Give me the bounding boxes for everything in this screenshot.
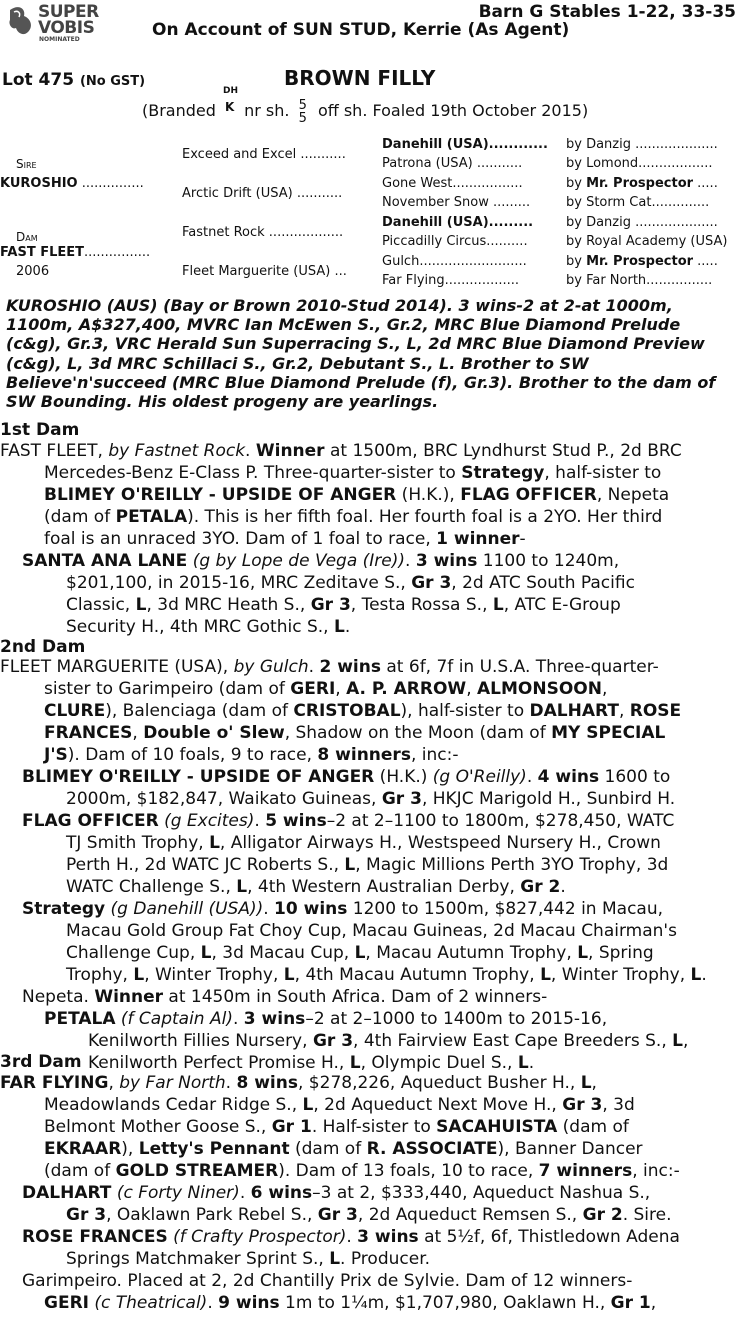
g3-8: Far Flying..................	[382, 273, 520, 288]
dam-sire: Fastnet Rock ..................	[182, 225, 344, 240]
logo-line1: SUPER	[38, 2, 99, 22]
g3-3: Gone West.................	[382, 176, 523, 191]
second-dam-heading: 2nd Dam	[0, 637, 86, 657]
first-dam-heading: 1st Dam	[0, 420, 80, 440]
logo-line3: NOMINATED	[39, 36, 80, 43]
lot-title: BROWN FILLY	[284, 66, 436, 90]
lot-number: Lot 475 (No GST)	[2, 70, 146, 90]
g4-3: by Mr. Prospector .....	[566, 176, 718, 191]
sire-sire: Exceed and Excel ...........	[182, 147, 346, 162]
g4-8: by Far North................	[566, 273, 713, 288]
vendor-line: On Account of SUN STUD, Kerrie (As Agent)	[152, 20, 570, 40]
super-vobis-logo	[4, 2, 98, 46]
g3-6: Piccadilly Circus..........	[382, 234, 528, 249]
sire-note-line: KUROSHIO (AUS) (Bay or Brown 2010-Stud 2014). 3 wins-2 at 2-at 1000m,	[6, 296, 673, 315]
logo-line2: VOBIS	[38, 18, 95, 38]
dam-year: 2006	[16, 264, 50, 279]
brand-mark: DH K	[223, 86, 239, 114]
g3-1: Danehill (USA)............	[382, 137, 548, 152]
dam-name: FAST FLEET................	[0, 245, 151, 260]
brand-fraction: 5 5	[298, 98, 307, 126]
g3-2: Patrona (USA) ...........	[382, 156, 523, 171]
g4-6: by Royal Academy (USA)	[566, 234, 728, 249]
sire-dam: Arctic Drift (USA) ...........	[182, 186, 343, 201]
g3-7: Gulch..........................	[382, 254, 527, 269]
g3-4: November Snow .........	[382, 195, 531, 210]
third-dam-heading-label: 3rd Dam	[0, 1052, 82, 1072]
brand-line: (Branded DH K nr sh. 5 5 off sh. Foaled 19th October 2015)	[142, 86, 589, 126]
dam-dam: Fleet Marguerite (USA) ...	[182, 264, 347, 279]
g4-5: by Danzig ....................	[566, 215, 718, 230]
sire-note-line: Believe'n'succeed (MRC Blue Diamond Prelude (f), Gr.3). Brother to the dam of	[6, 373, 716, 392]
g4-7: by Mr. Prospector .....	[566, 254, 718, 269]
sire-note-line: (c&g), L, 3d MRC Schillaci S., Gr.2, Debutant S., L. Brother to SW	[6, 354, 589, 373]
dam-label: Dam	[16, 230, 38, 244]
g4-2: by Lomond..................	[566, 156, 713, 171]
g4-4: by Storm Cat..............	[566, 195, 710, 210]
sire-note-line: (c&g), Gr.3, VRC Herald Sun Superracing S., L, 2d MRC Blue Diamond Preview	[6, 334, 705, 353]
sire-note-line: SW Bounding. His oldest progeny are yearlings.	[6, 392, 439, 411]
sire-note-line: 1100m, A$327,400, MVRC Ian McEwen S., Gr.2, MRC Blue Diamond Prelude	[6, 315, 681, 334]
g3-5: Danehill (USA).........	[382, 215, 534, 230]
sire-label: Sire	[16, 157, 37, 171]
sire-name: KUROSHIO ...............	[0, 176, 144, 191]
g4-1: by Danzig ....................	[566, 137, 718, 152]
barn-location: Barn G Stables 1-22, 33-35	[478, 2, 736, 22]
